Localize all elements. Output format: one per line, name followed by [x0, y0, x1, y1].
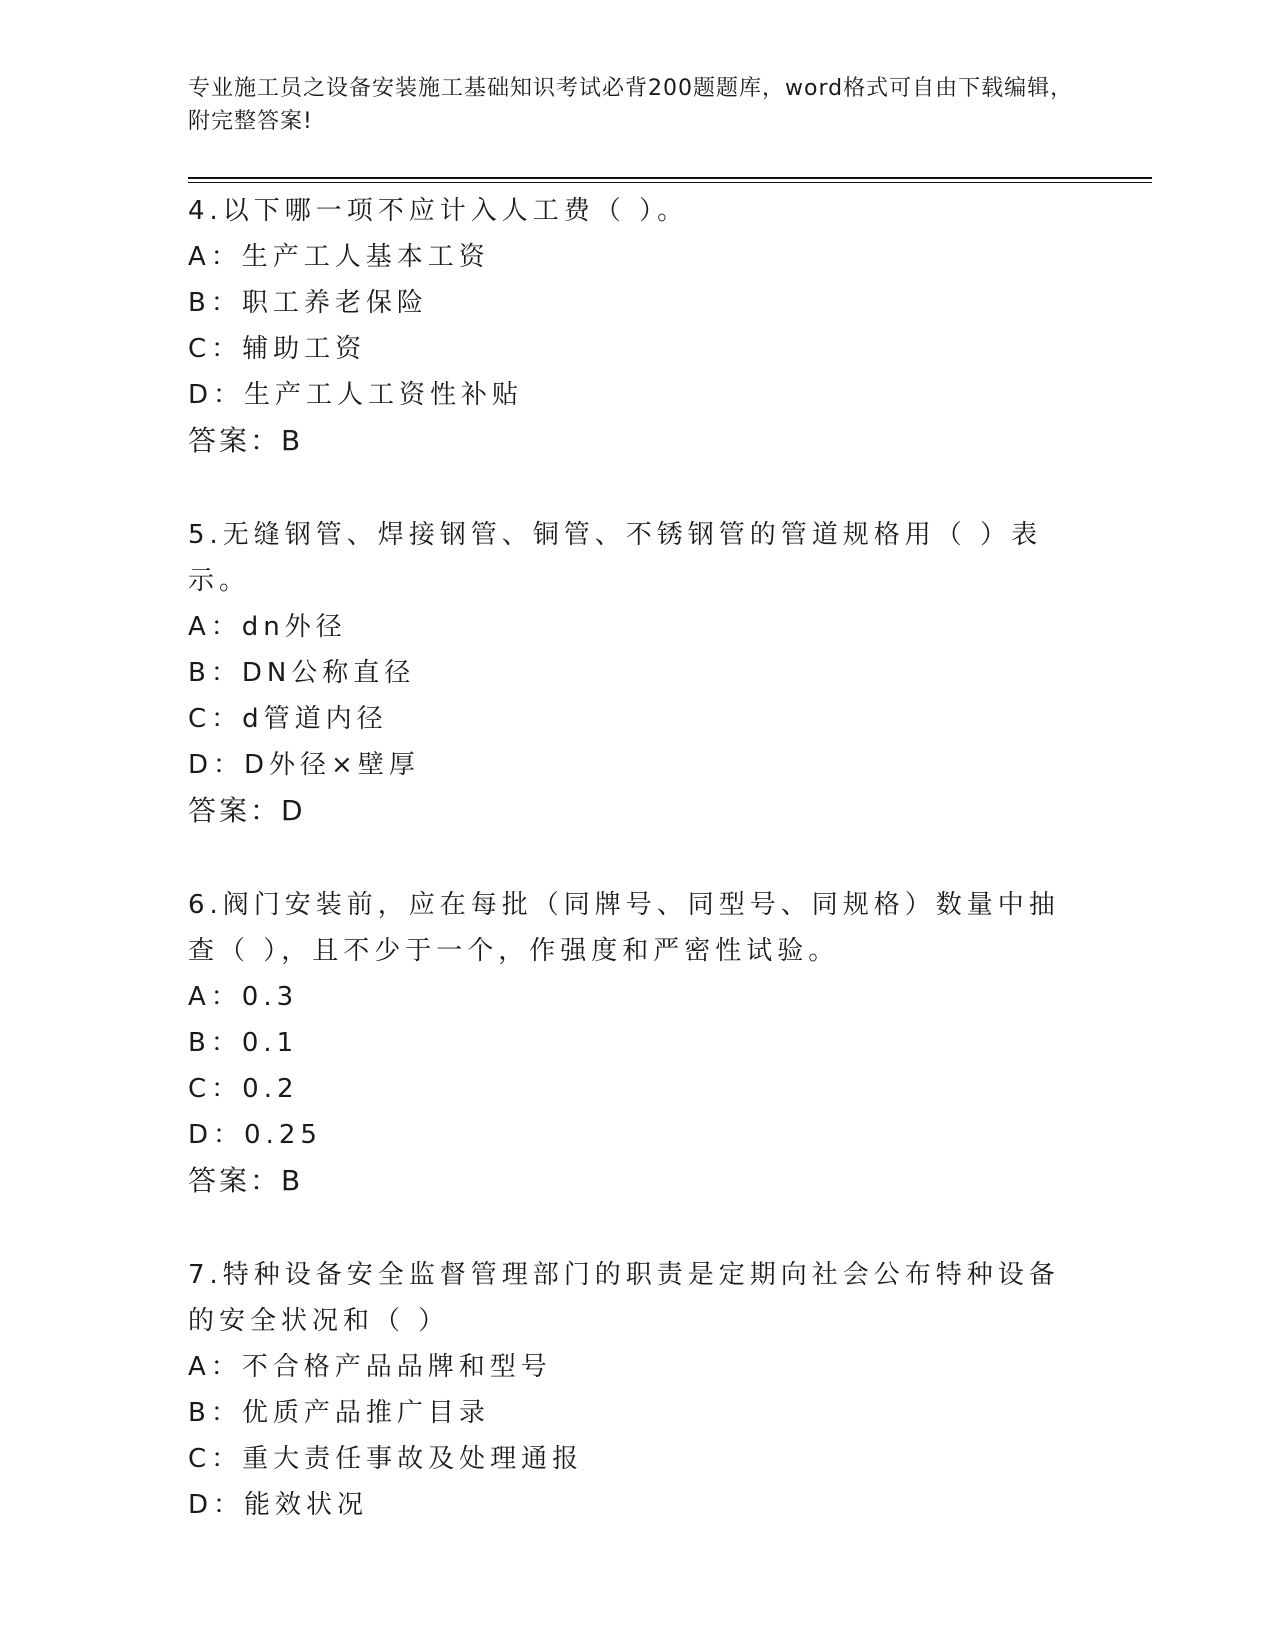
answer-label: 答案：B: [188, 1164, 304, 1197]
option-c: C：辅助工资: [188, 334, 367, 364]
question-4: [188, 188, 1068, 464]
option-a: A：不合格产品品牌和型号: [188, 1352, 552, 1382]
question-list: [188, 188, 1068, 1576]
option-b: B：0.1: [188, 1028, 299, 1058]
option-a: A：0.3: [188, 982, 299, 1012]
header-divider-thin: [188, 182, 1152, 183]
option-d: D：0.25: [188, 1120, 322, 1150]
option-c: C：重大责任事故及处理通报: [188, 1444, 584, 1474]
option-c: C：0.2: [188, 1074, 299, 1104]
option-d: D：能效状况: [188, 1490, 369, 1520]
option-d: D：生产工人工资性补贴: [188, 380, 524, 410]
question-text: 6.阀门安装前，应在每批（同牌号、同型号、同规格）数量中抽查（ ），且不少于一个，作强度和严密性试验。: [188, 890, 1060, 966]
option-b: B：优质产品推广目录: [188, 1398, 490, 1428]
document-title: 专业施工员之设备安装施工基础知识考试必背200题题库，word格式可自由下载编辑，附完整答案!: [188, 76, 1074, 134]
answer-label: 答案：D: [188, 794, 306, 827]
question-5: [188, 512, 1068, 834]
question-text: 7.特种设备安全监督管理部门的职责是定期向社会公布特种设备的安全状况和（ ）: [188, 1260, 1060, 1336]
answer-label: 答案：B: [188, 424, 304, 457]
option-d: D：D外径×壁厚: [188, 750, 420, 780]
option-b: B：职工养老保险: [188, 288, 428, 318]
question-text: 5.无缝钢管、焊接钢管、铜管、不锈钢管的管道规格用（ ）表示。: [188, 520, 1043, 596]
option-a: A：生产工人基本工资: [188, 242, 490, 272]
question-text: 4.以下哪一项不应计入人工费（ ）。: [188, 196, 689, 226]
option-a: A：dn外径: [188, 612, 347, 642]
option-b: B：DN公称直径: [188, 658, 416, 688]
question-6: [188, 882, 1068, 1204]
header-divider-thick: [188, 177, 1152, 179]
question-7: [188, 1252, 1068, 1528]
option-c: C：d管道内径: [188, 704, 388, 734]
